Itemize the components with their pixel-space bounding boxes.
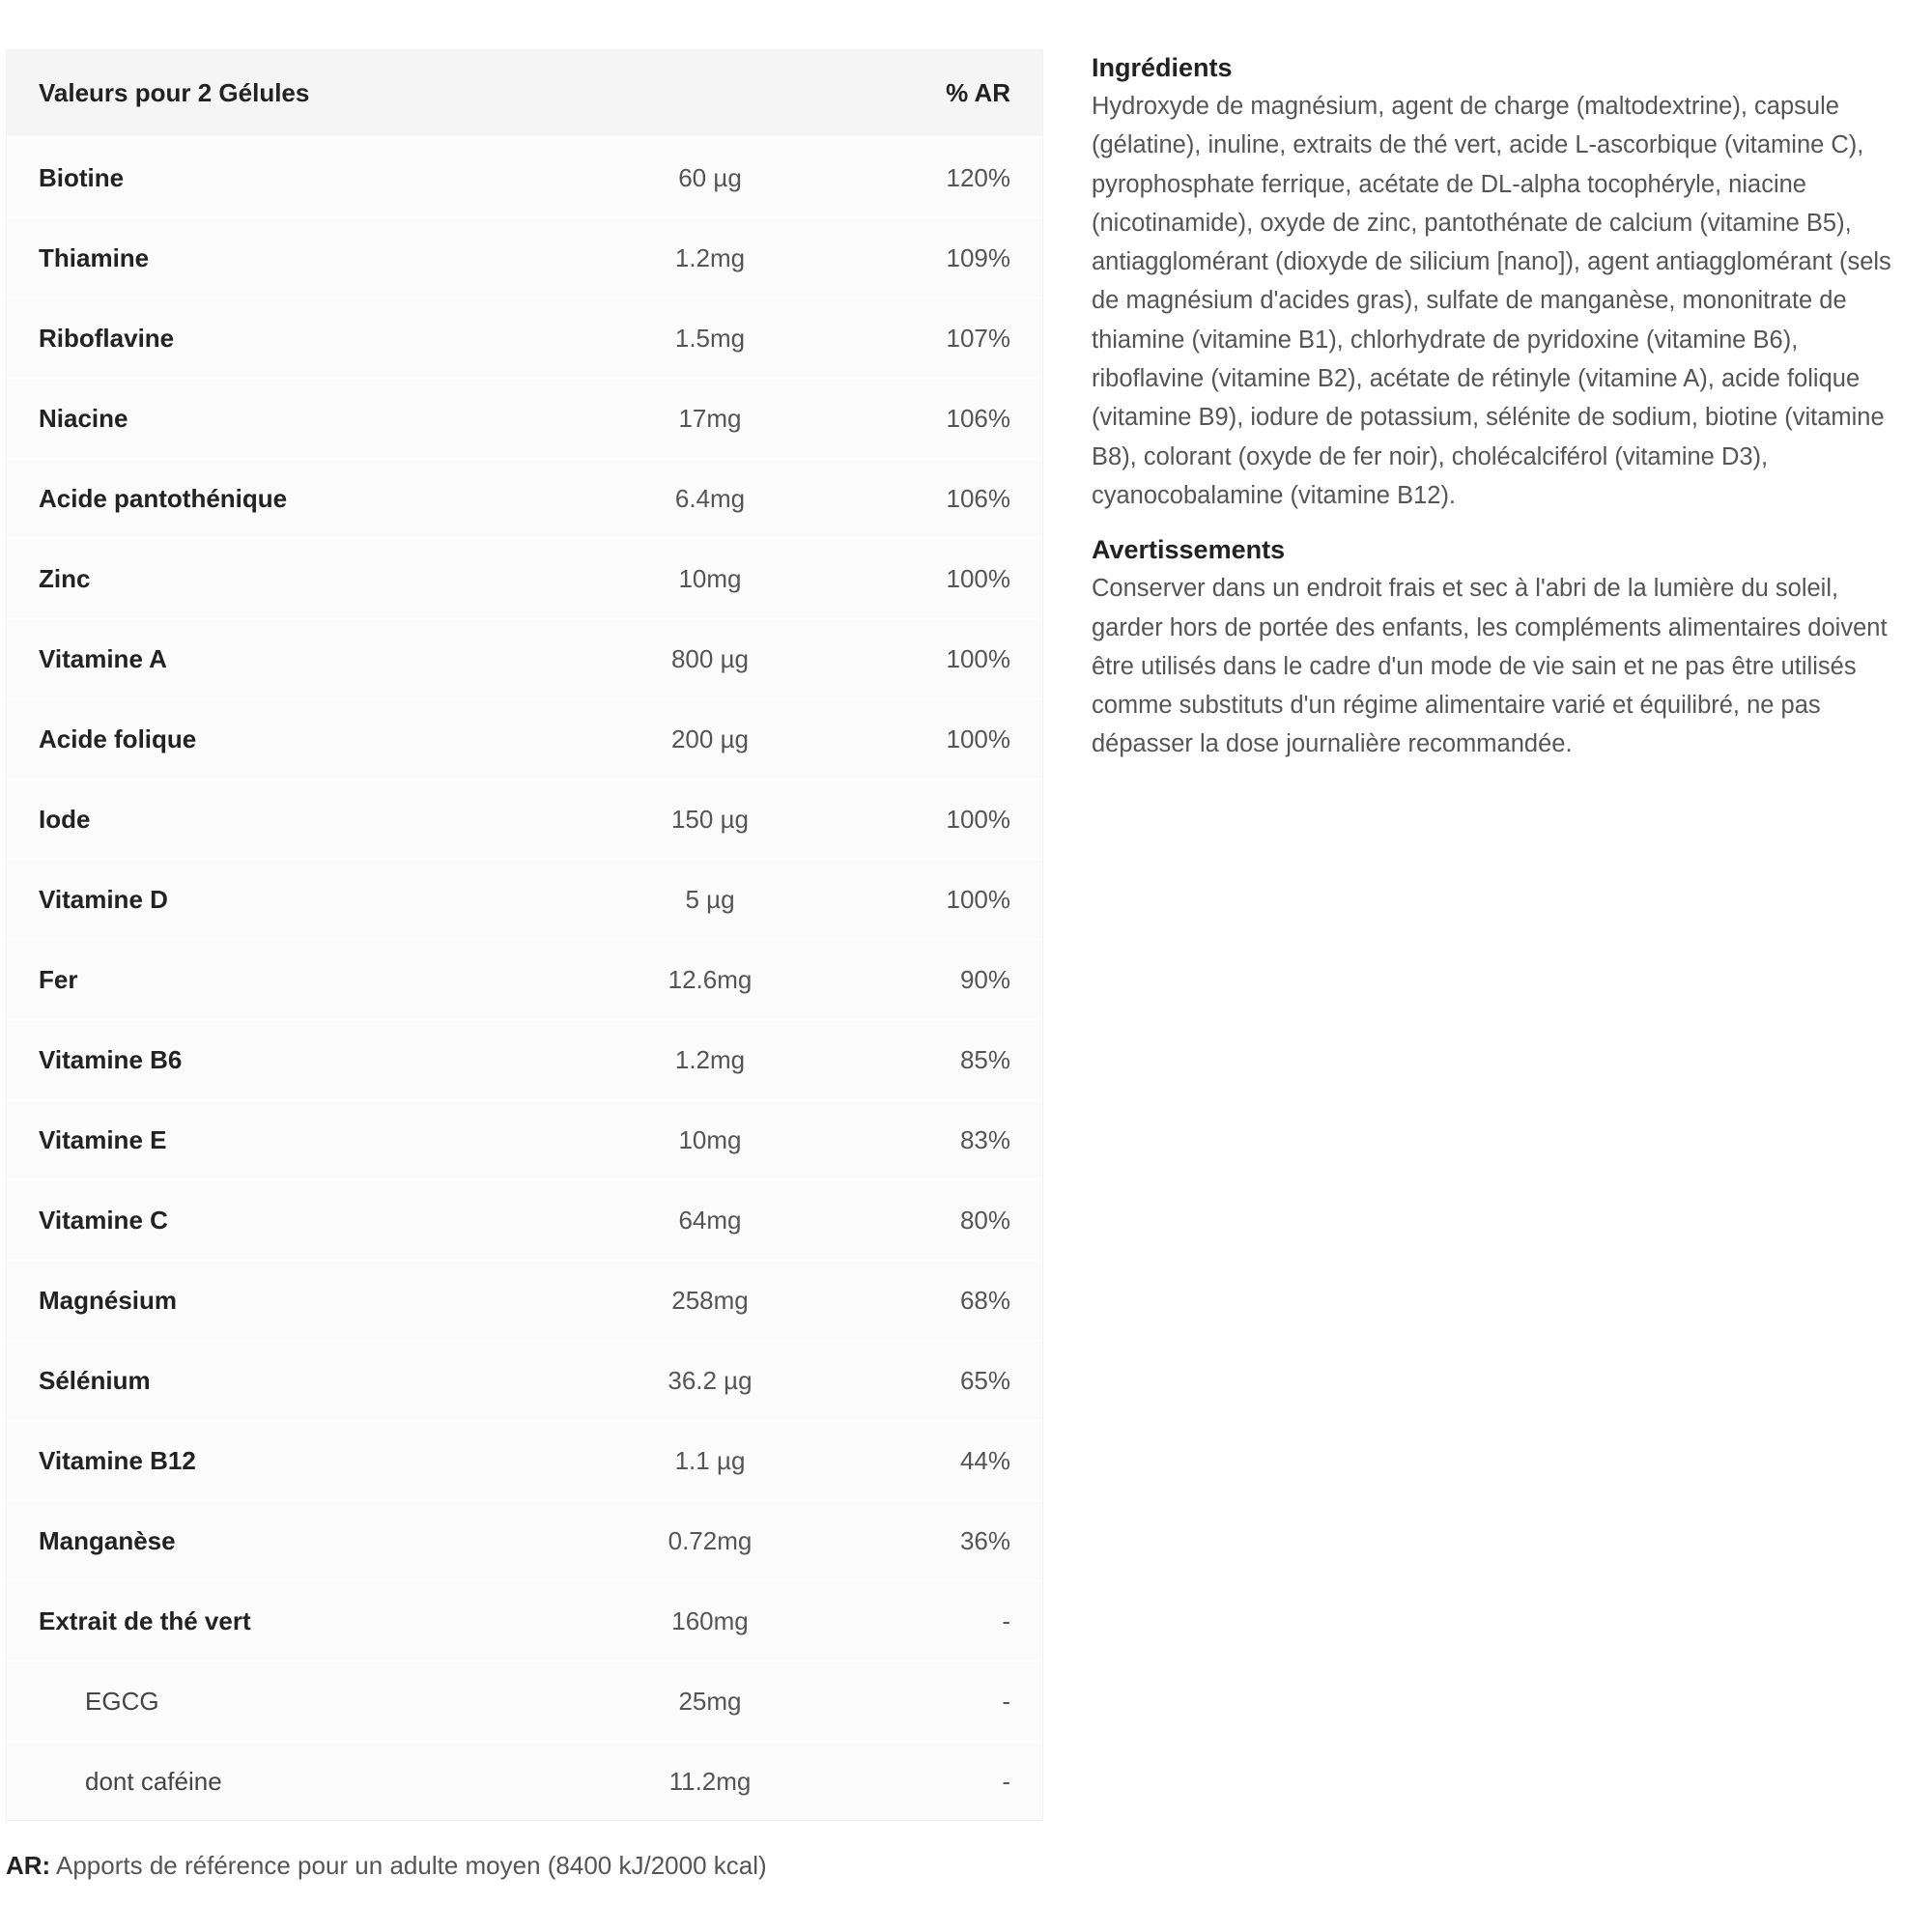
nutrient-amount: 12.6mg xyxy=(668,964,753,994)
nutrient-ar-percent: 44% xyxy=(959,1445,1010,1475)
nutrition-table-body xyxy=(7,136,1042,1820)
table-row xyxy=(7,697,1042,778)
nutrient-name: Vitamine C xyxy=(39,1205,168,1235)
ingredients-title: Ingrédients xyxy=(1092,53,1233,82)
nutrient-name: Iode xyxy=(39,804,91,834)
nutrient-amount: 1.5mg xyxy=(674,323,746,353)
table-row xyxy=(7,1419,1042,1499)
nutrient-ar-percent: 68% xyxy=(959,1285,1010,1315)
table-row xyxy=(7,617,1042,697)
nutrition-table xyxy=(6,49,1043,1821)
nutrient-ar-percent: 83% xyxy=(959,1124,1010,1154)
nutrient-name: Fer xyxy=(39,964,78,994)
nutrient-amount: 200 µg xyxy=(670,724,750,753)
nutrient-name: EGCG xyxy=(85,1686,159,1716)
table-row xyxy=(7,778,1042,858)
nutrient-name: Zinc xyxy=(39,563,91,593)
table-row xyxy=(7,1579,1042,1660)
nutrient-amount: 6.4mg xyxy=(674,483,746,513)
nutrition-table-header xyxy=(7,50,1042,136)
ar-footnote xyxy=(6,1851,767,1881)
table-row xyxy=(7,1339,1042,1419)
header-ar: % AR xyxy=(946,78,1010,107)
warnings-title: Avertissements xyxy=(1092,535,1286,565)
table-row xyxy=(7,537,1042,617)
nutrient-ar-percent: 100% xyxy=(946,724,1010,753)
nutrient-name: Niacine xyxy=(39,403,128,433)
nutrient-ar-percent: 80% xyxy=(959,1205,1010,1235)
ingredients-text: Hydroxyde de magnésium, agent de charge (maltodextrine), capsule (gélatine), inuline, extraits de thé vert, acide L-ascorbique (vitamine C), pyrophosphate ferrique, acétate de DL-alpha tocophéryle, niacine (nicotinamide), oxyde de zinc, pantothénate de calcium (vitamine B5), antiagglomérant (dioxyde de silicium [nano]), agent antiagglomérant (sels de magnésium d'acides gras), sulfate de manganèse, mononitrate de thiamine (vitamine B1), chlorhydrate de pyridoxine (vitamine B6), riboflavine (vitamine B2), acétate de rétinyle (vitamine A), acide folique (vitamine B9), iodure de potassium, sélénite de sodium, biotine (vitamine B8), colorant (oxyde de fer noir), cholécalciférol (vitamine D3), cyanocobalamine (vitamine B12). xyxy=(1092,93,1891,509)
nutrient-name: Magnésium xyxy=(39,1285,178,1315)
table-row xyxy=(7,1499,1042,1579)
nutrient-ar-percent: 100% xyxy=(946,884,1010,914)
table-row xyxy=(7,938,1042,1018)
table-row xyxy=(7,457,1042,537)
nutrient-name: Acide folique xyxy=(39,724,197,753)
nutrient-name: Vitamine B12 xyxy=(39,1445,196,1475)
table-row xyxy=(7,377,1042,457)
nutrient-ar-percent: 106% xyxy=(946,483,1010,513)
footnote-text: Apports de référence pour un adulte moyen (8400 kJ/2000 kcal) xyxy=(50,1851,767,1880)
table-row xyxy=(7,216,1042,297)
table-row xyxy=(7,136,1042,216)
nutrient-amount: 10mg xyxy=(678,1124,742,1154)
nutrient-name: Vitamine B6 xyxy=(39,1044,183,1074)
nutrient-name: dont caféine xyxy=(85,1766,222,1796)
nutrient-ar-percent: 100% xyxy=(946,643,1010,673)
nutrient-ar-percent: 85% xyxy=(959,1044,1010,1074)
nutrient-name: Vitamine D xyxy=(39,884,168,914)
nutrient-ar-percent: - xyxy=(1002,1686,1010,1716)
nutrient-amount: 258mg xyxy=(671,1285,749,1315)
nutrient-amount: 800 µg xyxy=(670,643,750,673)
nutrient-name: Sélénium xyxy=(39,1365,151,1395)
nutrient-name: Thiamine xyxy=(39,242,150,272)
nutrient-amount: 60 µg xyxy=(678,162,742,192)
table-row xyxy=(7,297,1042,377)
table-row xyxy=(7,1018,1042,1098)
nutrient-ar-percent: 109% xyxy=(946,242,1010,272)
nutrient-amount: 0.72mg xyxy=(668,1525,753,1555)
table-row xyxy=(7,1179,1042,1259)
product-details xyxy=(1092,48,1913,780)
nutrient-ar-percent: - xyxy=(1002,1766,1010,1796)
nutrient-amount: 1.2mg xyxy=(674,1044,746,1074)
nutrient-ar-percent: 120% xyxy=(946,162,1010,192)
nutrient-name: Acide pantothénique xyxy=(39,483,288,513)
nutrient-amount: 5 µg xyxy=(685,884,735,914)
nutrient-ar-percent: 100% xyxy=(946,563,1010,593)
nutrient-name: Biotine xyxy=(39,162,125,192)
nutrient-name: Manganèse xyxy=(39,1525,176,1555)
nutrient-ar-percent: 90% xyxy=(959,964,1010,994)
nutrient-ar-percent: 36% xyxy=(959,1525,1010,1555)
nutrient-ar-percent: 106% xyxy=(946,403,1010,433)
footnote-label: AR: xyxy=(6,1851,51,1880)
nutrient-amount: 150 µg xyxy=(670,804,750,834)
nutrient-ar-percent: - xyxy=(1002,1605,1010,1635)
nutrient-amount: 10mg xyxy=(678,563,742,593)
table-row xyxy=(7,858,1042,938)
header-label: Valeurs pour 2 Gélules xyxy=(39,78,310,107)
nutrient-amount: 17mg xyxy=(678,403,742,433)
table-row xyxy=(7,1098,1042,1179)
table-row xyxy=(7,1740,1042,1820)
nutrient-amount: 25mg xyxy=(678,1686,742,1716)
nutrient-ar-percent: 100% xyxy=(946,804,1010,834)
nutrient-amount: 64mg xyxy=(678,1205,742,1235)
nutrient-amount: 1.2mg xyxy=(674,242,746,272)
nutrient-name: Vitamine E xyxy=(39,1124,167,1154)
nutrient-name: Extrait de thé vert xyxy=(39,1605,251,1635)
nutrient-amount: 1.1 µg xyxy=(674,1445,746,1475)
table-row xyxy=(7,1259,1042,1339)
table-row xyxy=(7,1660,1042,1740)
nutrient-ar-percent: 65% xyxy=(959,1365,1010,1395)
warnings-text: Conserver dans un endroit frais et sec à l'abri de la lumière du soleil, garder hors de portée des enfants, les compléments alimentaires doivent être utilisés dans le cadre d'un mode de vie sain et ne pas être utilisés comme substituts d'un régime alimentaire varié et équilibré, ne pas dépasser la dose journalière recommandée. xyxy=(1092,575,1888,758)
nutrient-amount: 36.2 µg xyxy=(668,1365,753,1395)
nutrient-name: Vitamine A xyxy=(39,643,167,673)
nutrient-amount: 11.2mg xyxy=(668,1766,752,1796)
nutrient-ar-percent: 107% xyxy=(946,323,1010,353)
nutrient-name: Riboflavine xyxy=(39,323,175,353)
nutrient-amount: 160mg xyxy=(671,1605,749,1635)
